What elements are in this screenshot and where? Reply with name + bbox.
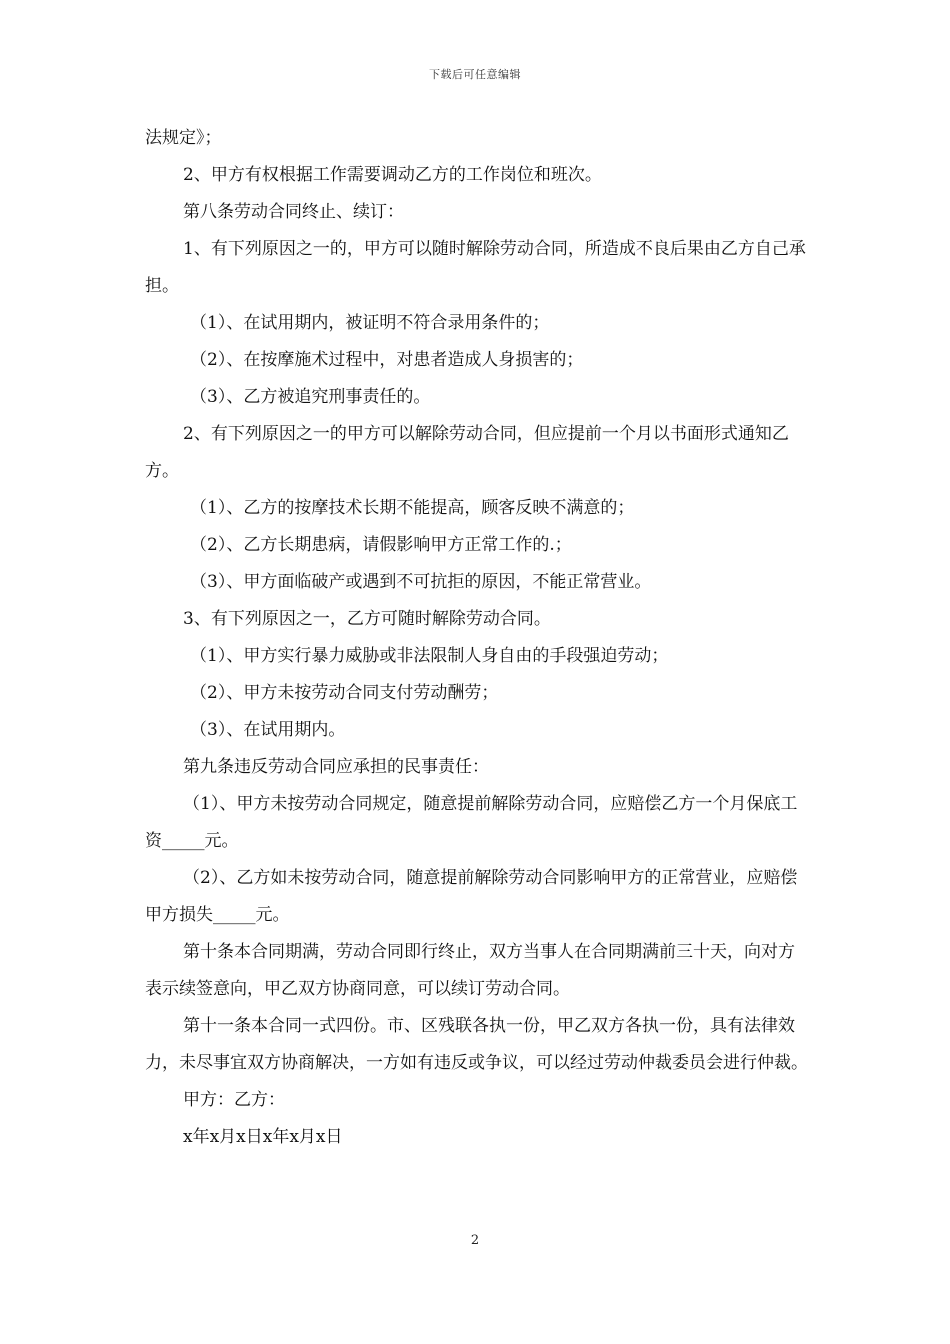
article-8-heading: 第八条劳动合同终止、续订： xyxy=(183,202,404,222)
article-8-clause-1-item-3: （3）、乙方被追究刑事责任的。 xyxy=(190,387,431,407)
signature-dates: x年x月x日x年x月x日 xyxy=(183,1127,343,1147)
signature-parties: 甲方：乙方： xyxy=(183,1090,285,1110)
article-9-heading: 第九条违反劳动合同应承担的民事责任： xyxy=(183,757,489,777)
article-8-clause-3: 3、有下列原因之一，乙方可随时解除劳动合同。 xyxy=(183,609,551,629)
header-note: 下载后可任意编辑 xyxy=(429,68,521,81)
page-number: 2 xyxy=(470,1233,480,1248)
article-8-clause-1: 1、有下列原因之一的，甲方可以随时解除劳动合同，所造成不良后果由乙方自己承担。 xyxy=(145,239,806,296)
paragraph-law-reference: 法规定》； xyxy=(145,128,222,148)
article-8-clause-1-item-1: （1）、在试用期内，被证明不符合录用条件的； xyxy=(190,313,550,333)
article-8-clause-2-item-2: （2）、乙方长期患病，请假影响甲方正常工作的.； xyxy=(190,535,572,555)
article-8-clause-3-item-3: （3）、在试用期内。 xyxy=(190,720,346,740)
article-10: 第十条本合同期满，劳动合同即行终止，双方当事人在合同期满前三十天，向对方表示续签意向，甲乙双方协商同意，可以续订劳动合同。 xyxy=(145,942,795,999)
article-9-item-1: （1）、甲方未按劳动合同规定，随意提前解除劳动合同，应赔偿乙方一个月保底工资_____元。 xyxy=(145,794,798,851)
article-8-clause-1-item-2: （2）、在按摩施术过程中，对患者造成人身损害的； xyxy=(190,350,584,370)
document-body xyxy=(145,120,810,1156)
article-9-item-2: （2）、乙方如未按劳动合同，随意提前解除劳动合同影响甲方的正常营业，应赔偿甲方损失_____元。 xyxy=(145,868,798,925)
paragraph-transfer-right: 2、甲方有权根据工作需要调动乙方的工作岗位和班次。 xyxy=(183,165,602,185)
article-11: 第十一条本合同一式四份。市、区残联各执一份，甲乙双方各执一份，具有法律效力，未尽事宜双方协商解决，一方如有违反或争议，可以经过劳动仲裁委员会进行仲裁。 xyxy=(145,1016,808,1073)
article-8-clause-2-item-1: （1）、乙方的按摩技术长期不能提高，顾客反映不满意的； xyxy=(190,498,635,518)
article-8-clause-3-item-2: （2）、甲方未按劳动合同支付劳动酬劳； xyxy=(190,683,499,703)
article-8-clause-2-item-3: （3）、甲方面临破产或遇到不可抗拒的原因，不能正常营业。 xyxy=(190,572,652,592)
article-8-clause-3-item-1: （1）、甲方实行暴力威胁或非法限制人身自由的手段强迫劳动； xyxy=(190,646,669,666)
article-8-clause-2: 2、有下列原因之一的甲方可以解除劳动合同，但应提前一个月以书面形式通知乙方。 xyxy=(145,424,789,481)
